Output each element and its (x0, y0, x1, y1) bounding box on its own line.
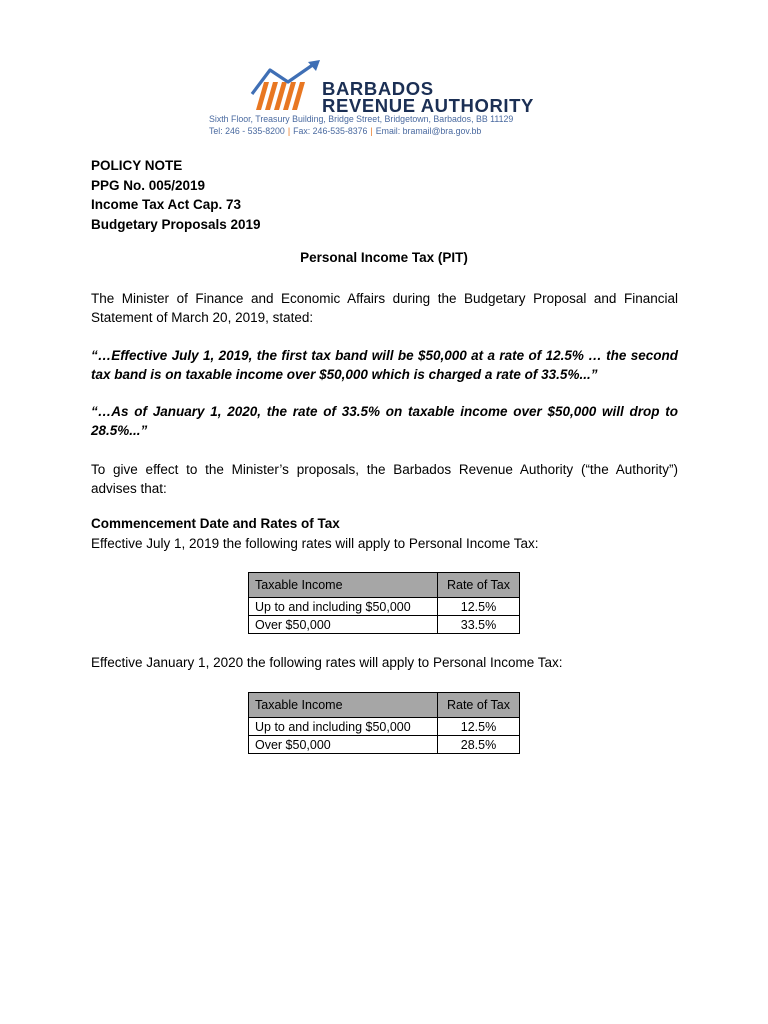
table1-intro: Effective July 1, 2019 the following rates will apply to Personal Income Tax: (91, 536, 539, 551)
taxable-income-cell: Up to and including $50,000 (249, 598, 438, 616)
table2-intro: Effective January 1, 2020 the following rates will apply to Personal Income Tax: (91, 655, 563, 670)
separator: | (370, 126, 373, 136)
rate-cell: 12.5% (438, 598, 520, 616)
telephone: Tel: 246 - 535-8200 (209, 126, 285, 136)
column-header-rate-of-tax: Rate of Tax (438, 573, 520, 598)
policy-header (91, 156, 261, 234)
taxable-income-cell: Up to and including $50,000 (249, 718, 438, 736)
table-row (249, 616, 520, 634)
act-reference: Income Tax Act Cap. 73 (91, 197, 242, 212)
table-header-row (249, 693, 520, 718)
address-line: Sixth Floor, Treasury Building, Bridge Street, Bridgetown, Barbados, BB 11129 (209, 114, 514, 124)
rising-bars-arrow-logo-icon (250, 60, 322, 112)
fax: Fax: 246-535-8376 (293, 126, 368, 136)
rates-table-2020 (248, 692, 520, 754)
email: Email: bramail@bra.gov.bb (375, 126, 482, 136)
budget-reference: Budgetary Proposals 2019 (91, 216, 261, 232)
intro-paragraph: The Minister of Finance and Economic Affairs during the Budgetary Proposal and Financial Statement of March 20, 2019, stated: (91, 291, 678, 325)
column-header-taxable-income: Taxable Income (249, 693, 438, 718)
organization-name (322, 80, 534, 114)
taxable-income-cell: Over $50,000 (249, 616, 438, 634)
quote-2019: “…Effective July 1, 2019, the first tax band will be $50,000 at a rate of 12.5% … the second tax band is on taxable income over $50,000 which is charged a rate of 33.5%...” (91, 348, 678, 382)
rate-cell: 33.5% (438, 616, 520, 634)
advise-paragraph: To give effect to the Minister’s proposals, the Barbados Revenue Authority (“the Authority”) advises that: (91, 462, 678, 496)
table-row (249, 598, 520, 616)
letterhead (205, 60, 565, 140)
ppg-number: PPG No. 005/2019 (91, 177, 206, 193)
rate-cell: 28.5% (438, 736, 520, 754)
table-header-row (249, 573, 520, 598)
taxable-income-cell: Over $50,000 (249, 736, 438, 754)
document-title: Personal Income Tax (PIT) (300, 250, 468, 265)
org-name-line1: BARBADOS (322, 78, 434, 99)
section-heading: Commencement Date and Rates of Tax (91, 516, 340, 531)
quote-2020: “…As of January 1, 2020, the rate of 33.5% on taxable income over $50,000 will drop to 28.5%...” (91, 404, 678, 438)
column-header-taxable-income: Taxable Income (249, 573, 438, 598)
rate-cell: 12.5% (438, 718, 520, 736)
separator: | (287, 126, 291, 136)
contact-info (209, 113, 565, 137)
contact-line (209, 125, 565, 137)
table-row (249, 718, 520, 736)
policy-note-label: POLICY NOTE (91, 158, 183, 173)
rates-table-2019 (248, 572, 520, 634)
table-row (249, 736, 520, 754)
column-header-rate-of-tax: Rate of Tax (438, 693, 520, 718)
org-name-line2: REVENUE AUTHORITY (322, 95, 535, 116)
